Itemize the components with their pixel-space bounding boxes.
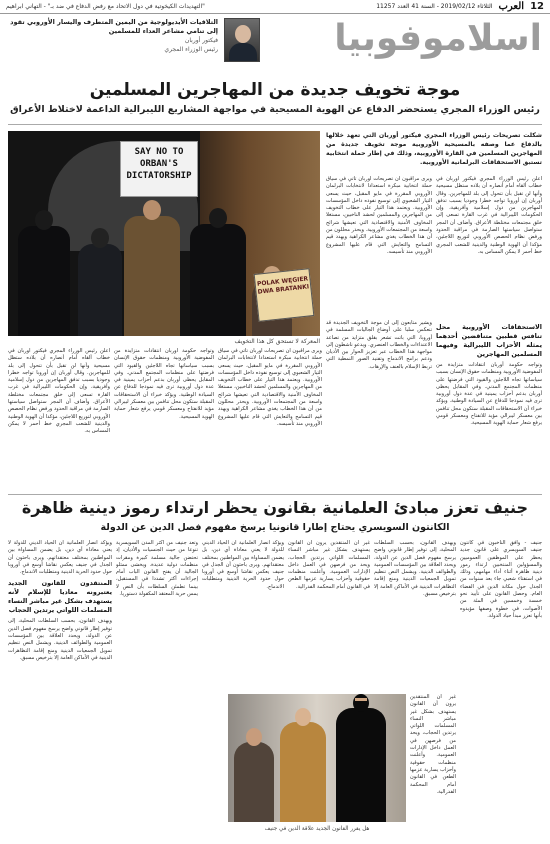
article2-column [410, 694, 456, 838]
article2-subhead: الكانتون السويسري يحتاج إطارا قانونيا يرسخ مفهوم فصل الدين عن الدولة [100, 522, 450, 533]
article1-paragraph: ويرى مراقبون أن تصريحات أوربان تأتي في سياق حملة انتخابية مبكرة استعدادا لانتخابات البرلمان الأوروبي المقررة في مايو المقبل، حيث يسعى التيار الشعبوي إلى توسيع نفوذه داخل المؤسسات الأوروبية. ويعتمد هذا التيار على خطاب التخويف من المهاجرين والمسلمين لحشد الناخبين، مستغلا المخاوف الأمنية والاقتصادية التي تعيشها شرائح واسعة من المجتمعات الأوروبية. ويحذر محللون من أن هذا الخطاب يغذي مشاعر الكراهية ويهدد قيم التسامح والتعايش التي قام عليها المشروع الأوروبي منذ تأسيسه. [218, 348, 322, 427]
article2-paragraph: وتعد جنيف من أكثر المدن السويسرية تنوعا من حيث الجنسيات والأديان، إذ تحتضن جالية مسلمة كبيرة ومقرات منظمات دولية عديدة. ويخشى ممثلو الجالية أن يفتح القانون الباب أمام إجراءات أكثر تشددا في المستقبل، بينما تطمئن السلطات بأن النص لا يمس حرية المعتقد المكفولة دستوريا. [116, 540, 198, 598]
photo-person [124, 216, 180, 336]
article1-photo-caption: المعركة لا تستحق كل هذا التخويف [234, 338, 320, 345]
article1-column [326, 320, 432, 492]
date-line: الثلاثاء 2019/02/12 - السنة 41 العدد 11257 [376, 3, 493, 10]
photo-person [18, 226, 70, 336]
article2-paragraph: غير أن المنتقدين يرون أن القانون يستهدف بشكل غير مباشر النساء المسلمات اللواتي يرتدين الحجاب، ويحد من فرصهن في العمل داخل الإدارات العمومية. وأعلنت منظمات حقوقية وأحزاب يسارية عزمها الطعن في القانون أمام المحكمة الفدرالية. [410, 694, 456, 795]
columnist-title: رئيس الوزراء المجري [164, 46, 218, 53]
topbar-left [6, 3, 205, 10]
article1-column [326, 176, 432, 316]
article2-paragraph: غير أن المنتقدين يرون أن القانون يستهدف بشكل غير مباشر النساء المسلمات اللواتي يرتدين الحجاب، ويحد من فرصهن في العمل داخل الإدارات العمومية. وأعلنت منظمات حقوقية وأحزاب يسارية عزمها الطعن في القانون أمام المحكمة الفدرالية. [288, 540, 370, 590]
section-title: اسلاموفوبيا [334, 18, 542, 59]
article1-paragraph: أعلن رئيس الوزراء المجري فيكتور أوربان في خطاب ألقاه أمام أنصاره أن بلاده ستظل مسيحية وأنها لن تقبل بأن تتحول إلى بلد للمهاجرين. وقال أوربان إن أوروبا تواجه خطرا وجوديا بسبب تدفق المهاجرين من دول إسلامية وأفريقية، وإن الحكومات الليبرالية في غرب القارة تسعى إلى خلق مجتمعات مختلطة الأعراق. وأضاف أن المجر ستواصل سياستها الصارمة في مراقبة الحدود ورفض نظام الحصص الأوروبي لتوزيع اللاجئين، مؤكدا أن الهوية الوطنية والدينية للشعب المجري خط أحمر لا يمكن المساس به. [8, 348, 110, 435]
article2-column [8, 540, 112, 838]
article1-paragraph: وتواجه حكومة أوربان انتقادات متزايدة من المفوضية الأوروبية ومنظمات حقوق الإنسان بسبب سياساتها تجاه اللاجئين والقيود التي فرضتها على منظمات المجتمع المدني. وفي المقابل يحظى أوربان بدعم أحزاب يمينية في عدة دول أوروبية ترى فيه نموذجا للدفاع عن السيادة الوطنية. ويؤكد خبراء أن الاستحقاقات المقبلة ستكون محل تنافس بين معسكر ليبرالي مؤيد للانفتاح ومعسكر قومي يرفع شعار حماية الهوية المسيحية. [436, 362, 542, 427]
paper-logo: العرب [498, 1, 525, 12]
page-number: 12 [530, 1, 544, 12]
article2-column [460, 540, 542, 838]
protest-sign: SAY NO TO ORBAN'S DICTATORSHIP [120, 141, 198, 197]
article2-column [374, 540, 456, 690]
article1-photo [8, 131, 320, 336]
article2-paragraph: ويؤكد أنصار العلمانية أن الحياد الديني للدولة لا يعني معاداة أي دين، بل يضمن المساواة بين المواطنين بمختلف معتقداتهم. ويرى باحثون أن الجدل في جنيف يعكس نقاشا أوسع في أوروبا حول حدود الحرية الدينية ومتطلبات الاندماج. [202, 540, 284, 590]
top-bar [0, 0, 550, 14]
columnist-block [8, 18, 260, 62]
article2-paragraph: ويهدف القانون، بحسب السلطات المحلية، إلى توفير إطار قانوني واضح يرسخ مفهوم فصل الدين عن الدولة، ويحدد العلاقة بين المؤسسات العمومية والطوائف الدينية. ويشمل النص تنظيم تمويل الجمعيات الدينية ومنع إقامة التظاهرات الدينية في الأماكن العامة إلا بترخيص مسبق. [374, 540, 456, 598]
article1-column [114, 348, 214, 492]
columnist-meta [8, 18, 218, 54]
article1-lede: شكلت تصريحات رئيس الوزراء المجري فيكتور أوربان التي تعهد خلالها بالدفاع عما وصفه بالمسيحية الأوروبية موجة تخويف جديدة من المهاجرين المسلمين في القارة الأوروبية، وذلك في إطار حملة انتخابية تستبق الاستحقاقات البرلمانية الأوروبية. [326, 132, 542, 166]
photo-person [190, 224, 246, 336]
article1-column [8, 348, 110, 492]
photo-person-niqab [336, 708, 386, 822]
article1-box-heading: الاستحقاقات الأوروبية محل تنافس قطبين متناقضين أحدهما يمثله الأحزاب الليبرالية وفيهما المسلمين المهاجرين [436, 323, 542, 358]
topbar-right [376, 1, 544, 12]
article1-paragraph: وتواجه حكومة أوربان انتقادات متزايدة من المفوضية الأوروبية ومنظمات حقوق الإنسان بسبب سياساتها تجاه اللاجئين والقيود التي فرضتها على منظمات المجتمع المدني. وفي المقابل يحظى أوربان بدعم أحزاب يمينية في عدة دول أوروبية ترى فيه نموذجا للدفاع عن السيادة الوطنية. ويؤكد خبراء أن الاستحقاقات المقبلة ستكون محل تنافس بين معسكر ليبرالي مؤيد للانفتاح ومعسكر قومي يرفع شعار حماية الهوية المسيحية. [114, 348, 214, 420]
article2-paragraph: ويهدف القانون، بحسب السلطات المحلية، إلى توفير إطار قانوني واضح يرسخ مفهوم فصل الدين عن الدولة، ويحدد العلاقة بين المؤسسات العمومية والطوائف الدينية. ويشمل النص تنظيم تمويل الجمعيات الدينية ومنع إقامة التظاهرات الدينية في الأماكن العامة إلا بترخيص مسبق. [8, 618, 112, 661]
article1-paragraph: ويرى مراقبون أن تصريحات أوربان تأتي في سياق حملة انتخابية مبكرة استعدادا لانتخابات البرلمان الأوروبي المقررة في مايو المقبل، حيث يسعى التيار الشعبوي إلى توسيع نفوذه داخل المؤسسات الأوروبية. ويعتمد هذا التيار على خطاب التخويف من المهاجرين والمسلمين لحشد الناخبين، مستغلا المخاوف الأمنية والاقتصادية التي تعيشها شرائح واسعة من المجتمعات الأوروبية. ويحذر محللون من أن هذا الخطاب يغذي مشاعر الكراهية ويهدد قيم التسامح والتعايش التي قام عليها المشروع الأوروبي منذ تأسيسه. [326, 176, 432, 255]
article2-photo [228, 694, 406, 822]
article2-paragraph: ويؤكد أنصار العلمانية أن الحياد الديني للدولة لا يعني معاداة أي دين، بل يضمن المساواة بين المواطنين بمختلف معتقداتهم. ويرى باحثون أن الجدل في جنيف يعكس نقاشا أوسع في أوروبا حول حدود الحرية الدينية ومتطلبات الاندماج. [8, 540, 112, 576]
article2-box-heading: المنتقدون للقانون الجديد يعتبرونه معاديا للإسلام لأنه يستهدف بشكل غير مباشر النساء المسلمات اللواتي يرتدين الحجاب [8, 579, 112, 615]
section-masthead [0, 16, 550, 76]
protest-sign-secondary: POLAK WĘGIER DWA BRATANKI [254, 268, 315, 322]
divider [8, 494, 542, 495]
article2-paragraph: جنيف - وافق الناخبون في كانتون جنيف السويسري على قانون جديد يحظر على الموظفين العموميين والمسؤولين المنتخبين ارتداء رموز دينية ظاهرة أثناء أداء مهامهم، وذلك في استفتاء شعبي جاء بعد سنوات من الجدل حول مكانة الدين في الفضاء العام. وحصل القانون على تأييد نحو خمسة وخمسين في المئة من الأصوات، في خطوة وصفها مؤيدوه بأنها تعزز مبدأ حياد الدولة. [460, 540, 542, 619]
article1-paragraph: ويشير متابعون إلى أن موجة التخويف الجديدة قد تنعكس سلبا على أوضاع الجاليات المسلمة في أوروبا، التي باتت تشعر بقلق متزايد من تصاعد الاعتداءات والخطاب العنصري. ويدعو ناشطون إلى مواجهة هذا الخطاب عبر تعزيز الحوار بين الأديان ودعم برامج الاندماج وتفنيد الصور النمطية التي تربط الإسلام بالعنف والإرهاب. [326, 320, 432, 370]
article1-column [218, 348, 322, 492]
article1-headline: موجة تخويف جديدة من المهاجرين المسلمين [89, 80, 461, 100]
photo-person [280, 722, 326, 822]
photo-person [78, 244, 122, 336]
article2-photo-caption: هل يقرر القانون الجديد علاقة الدين في جنيف [264, 826, 370, 832]
photo-person [234, 742, 274, 822]
article1-column [436, 320, 542, 492]
article2-column [116, 540, 198, 838]
topbar-teaser: "التهديدات الكيخوتية في دول الاتحاد مع رفض الدفاع في ضد بـ" - التهاني ابراهيم [6, 3, 205, 10]
columnist-name: فيكتور أوربان [184, 37, 218, 44]
columnist-quote: التلاقيات الأيديولوجية من اليمين المتطرف واليسار الأوروبي تقود إلى تنامي مشاعر العداء للمسلمين [10, 18, 218, 35]
article1-paragraph: أعلن رئيس الوزراء المجري فيكتور أوربان في خطاب ألقاه أمام أنصاره أن بلاده ستظل مسيحية وأنها لن تقبل بأن تتحول إلى بلد للمهاجرين. وقال أوربان إن أوروبا تواجه خطرا وجوديا بسبب تدفق المهاجرين من دول إسلامية وأفريقية، وإن الحكومات الليبرالية في غرب القارة تسعى إلى خلق مجتمعات مختلطة الأعراق. وأضاف أن المجر ستواصل سياستها الصارمة في مراقبة الحدود ورفض نظام الحصص الأوروبي لتوزيع اللاجئين، مؤكدا أن الهوية الوطنية والدينية للشعب المجري خط أحمر لا يمكن المساس به. [436, 176, 542, 255]
columnist-photo [224, 18, 260, 62]
article2-column [288, 540, 370, 690]
article1-column [436, 176, 542, 316]
divider [8, 124, 542, 125]
article2-headline: جنيف تعزز مبادئ العلمانية بقانون يحظر ارتداء رموز دينية ظاهرة [21, 498, 529, 517]
article2-column [202, 540, 284, 690]
article1-subhead: رئيس الوزراء المجري يستحضر الدفاع عن الهوية المسيحية في مواجهة المشاريع الليبرالية الداعمة لاختلاط الأعراق [10, 104, 540, 115]
